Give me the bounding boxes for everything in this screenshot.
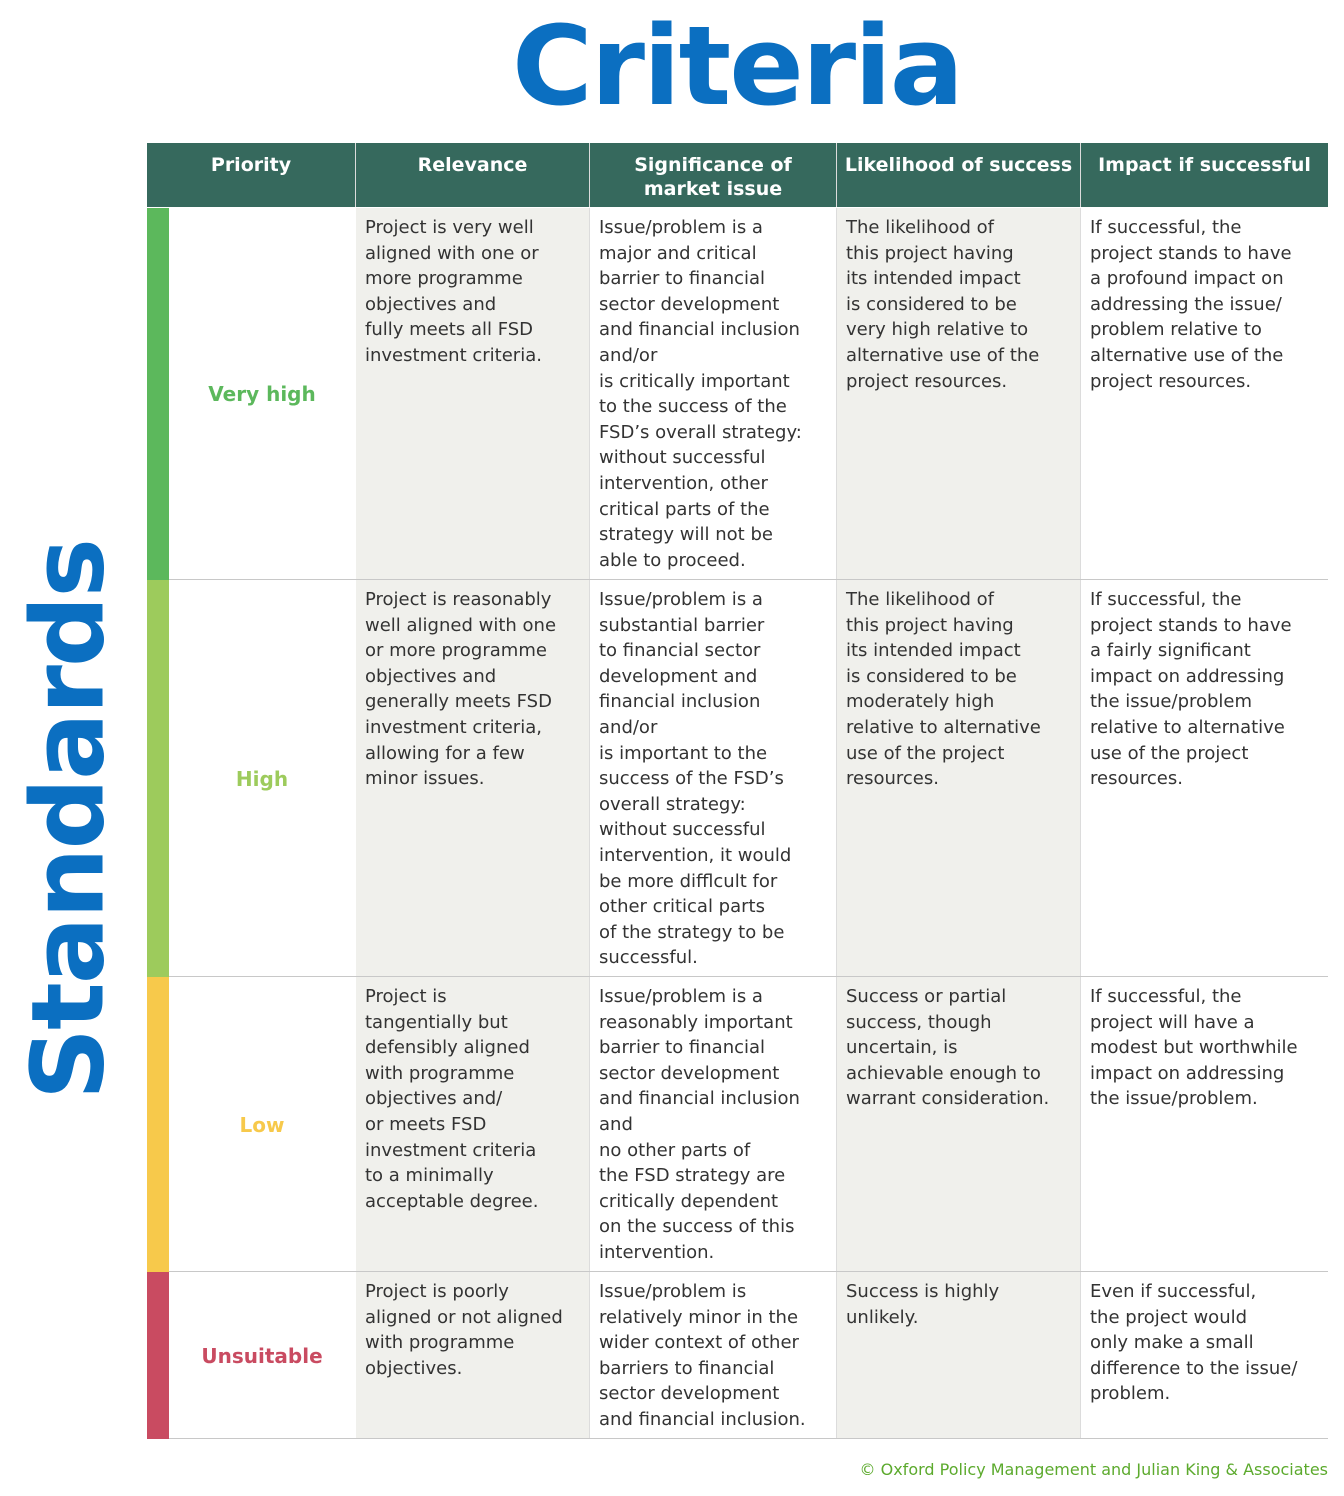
page-title: Criteria bbox=[511, 2, 963, 130]
impact-cell: Even if successful, the project would only make a small difference to the issue/ problem. bbox=[1090, 1281, 1298, 1405]
copyright-notice: © Oxford Policy Management and Julian King & Associates bbox=[859, 1460, 1328, 1479]
standards-label: Standards bbox=[9, 540, 127, 1100]
significance-cell: Issue/problem is a reasonably important barrier to financial sector development and financial inclusion and no other parts of the FSD strategy are critically dependent on the success of this intervention. bbox=[590, 977, 837, 1272]
standards-axis-title bbox=[9, 540, 127, 1100]
header-significance: Significance of market issue bbox=[590, 143, 837, 207]
table-row-low bbox=[147, 977, 1328, 1272]
impact-cell: If successful, the project will have a modest but worthwhile impact on addressing the issue/problem. bbox=[1090, 986, 1298, 1110]
likelihood-cell: Success is highly unlikely. bbox=[837, 1272, 1081, 1439]
header-impact: Impact if successful bbox=[1081, 143, 1328, 207]
header-priority: Priority bbox=[147, 143, 356, 207]
priority-level: Very high bbox=[208, 382, 316, 406]
likelihood-cell: Success or partial success, though uncertain, is achievable enough to warrant consideration. bbox=[837, 977, 1081, 1272]
priority-level: Low bbox=[239, 1112, 285, 1137]
likelihood-cell: The likelihood of this project having its intended impact is considered to be moderately high relative to alternative use of the project resources. bbox=[837, 580, 1081, 977]
impact-cell: If successful, the project stands to have a fairly significant impact on addressing the issue/problem relative to alternative use of the project resources. bbox=[1090, 589, 1292, 790]
impact-cell: If successful, the project stands to have a profound impact on addressing the issue/ problem relative to alternative use of the project resources. bbox=[1090, 217, 1292, 392]
significance-cell: Issue/problem is a major and critical barrier to financial sector development and financial inclusion and/or is critically important to the success of the FSD’s overall strategy: without successful intervention, other critical parts of the strategy will not be able to proceed. bbox=[590, 208, 837, 580]
relevance-cell: Project is poorly aligned or not aligned with programme objectives. bbox=[356, 1272, 590, 1439]
row-divider bbox=[169, 1438, 1328, 1439]
priority-bar-unsuitable bbox=[147, 1272, 169, 1439]
priority-bar-very-high bbox=[147, 208, 169, 580]
significance-cell: Issue/problem is relatively minor in the wider context of other barriers to financial sector development and financial inclusion. bbox=[590, 1272, 837, 1439]
priority-level: High bbox=[235, 766, 289, 791]
header-likelihood: Likelihood of success bbox=[837, 143, 1081, 207]
priority-bar-low bbox=[147, 977, 169, 1272]
relevance-cell: Project is tangentially but defensibly aligned with programme objectives and/ or meets FSD investment criteria to a minimally acceptable degree. bbox=[356, 977, 590, 1272]
header-relevance: Relevance bbox=[356, 143, 590, 207]
rubric-table bbox=[147, 143, 1328, 1439]
significance-cell: Issue/problem is a substantial barrier to financial sector development and financial inclusion and/or is important to the success of the FSD’s overall strategy: without successful intervention, it would be more difflcult for other critical parts of the strategy to be successful. bbox=[590, 580, 837, 977]
table-row-unsuitable bbox=[147, 1272, 1328, 1439]
likelihood-cell: The likelihood of this project having its intended impact is considered to be very high relative to alternative use of the project resources. bbox=[837, 208, 1081, 580]
priority-bar-high bbox=[147, 580, 169, 977]
table-row-high bbox=[147, 580, 1328, 977]
priority-level: Unsuitable bbox=[201, 1343, 323, 1368]
relevance-cell: Project is very well aligned with one or more programme objectives and fully meets all FSD investment criteria. bbox=[356, 208, 590, 580]
relevance-cell: Project is reasonably well aligned with one or more programme objectives and generally meets FSD investment criteria, allowing for a few minor issues. bbox=[356, 580, 590, 977]
table-row-very-high bbox=[147, 208, 1328, 580]
